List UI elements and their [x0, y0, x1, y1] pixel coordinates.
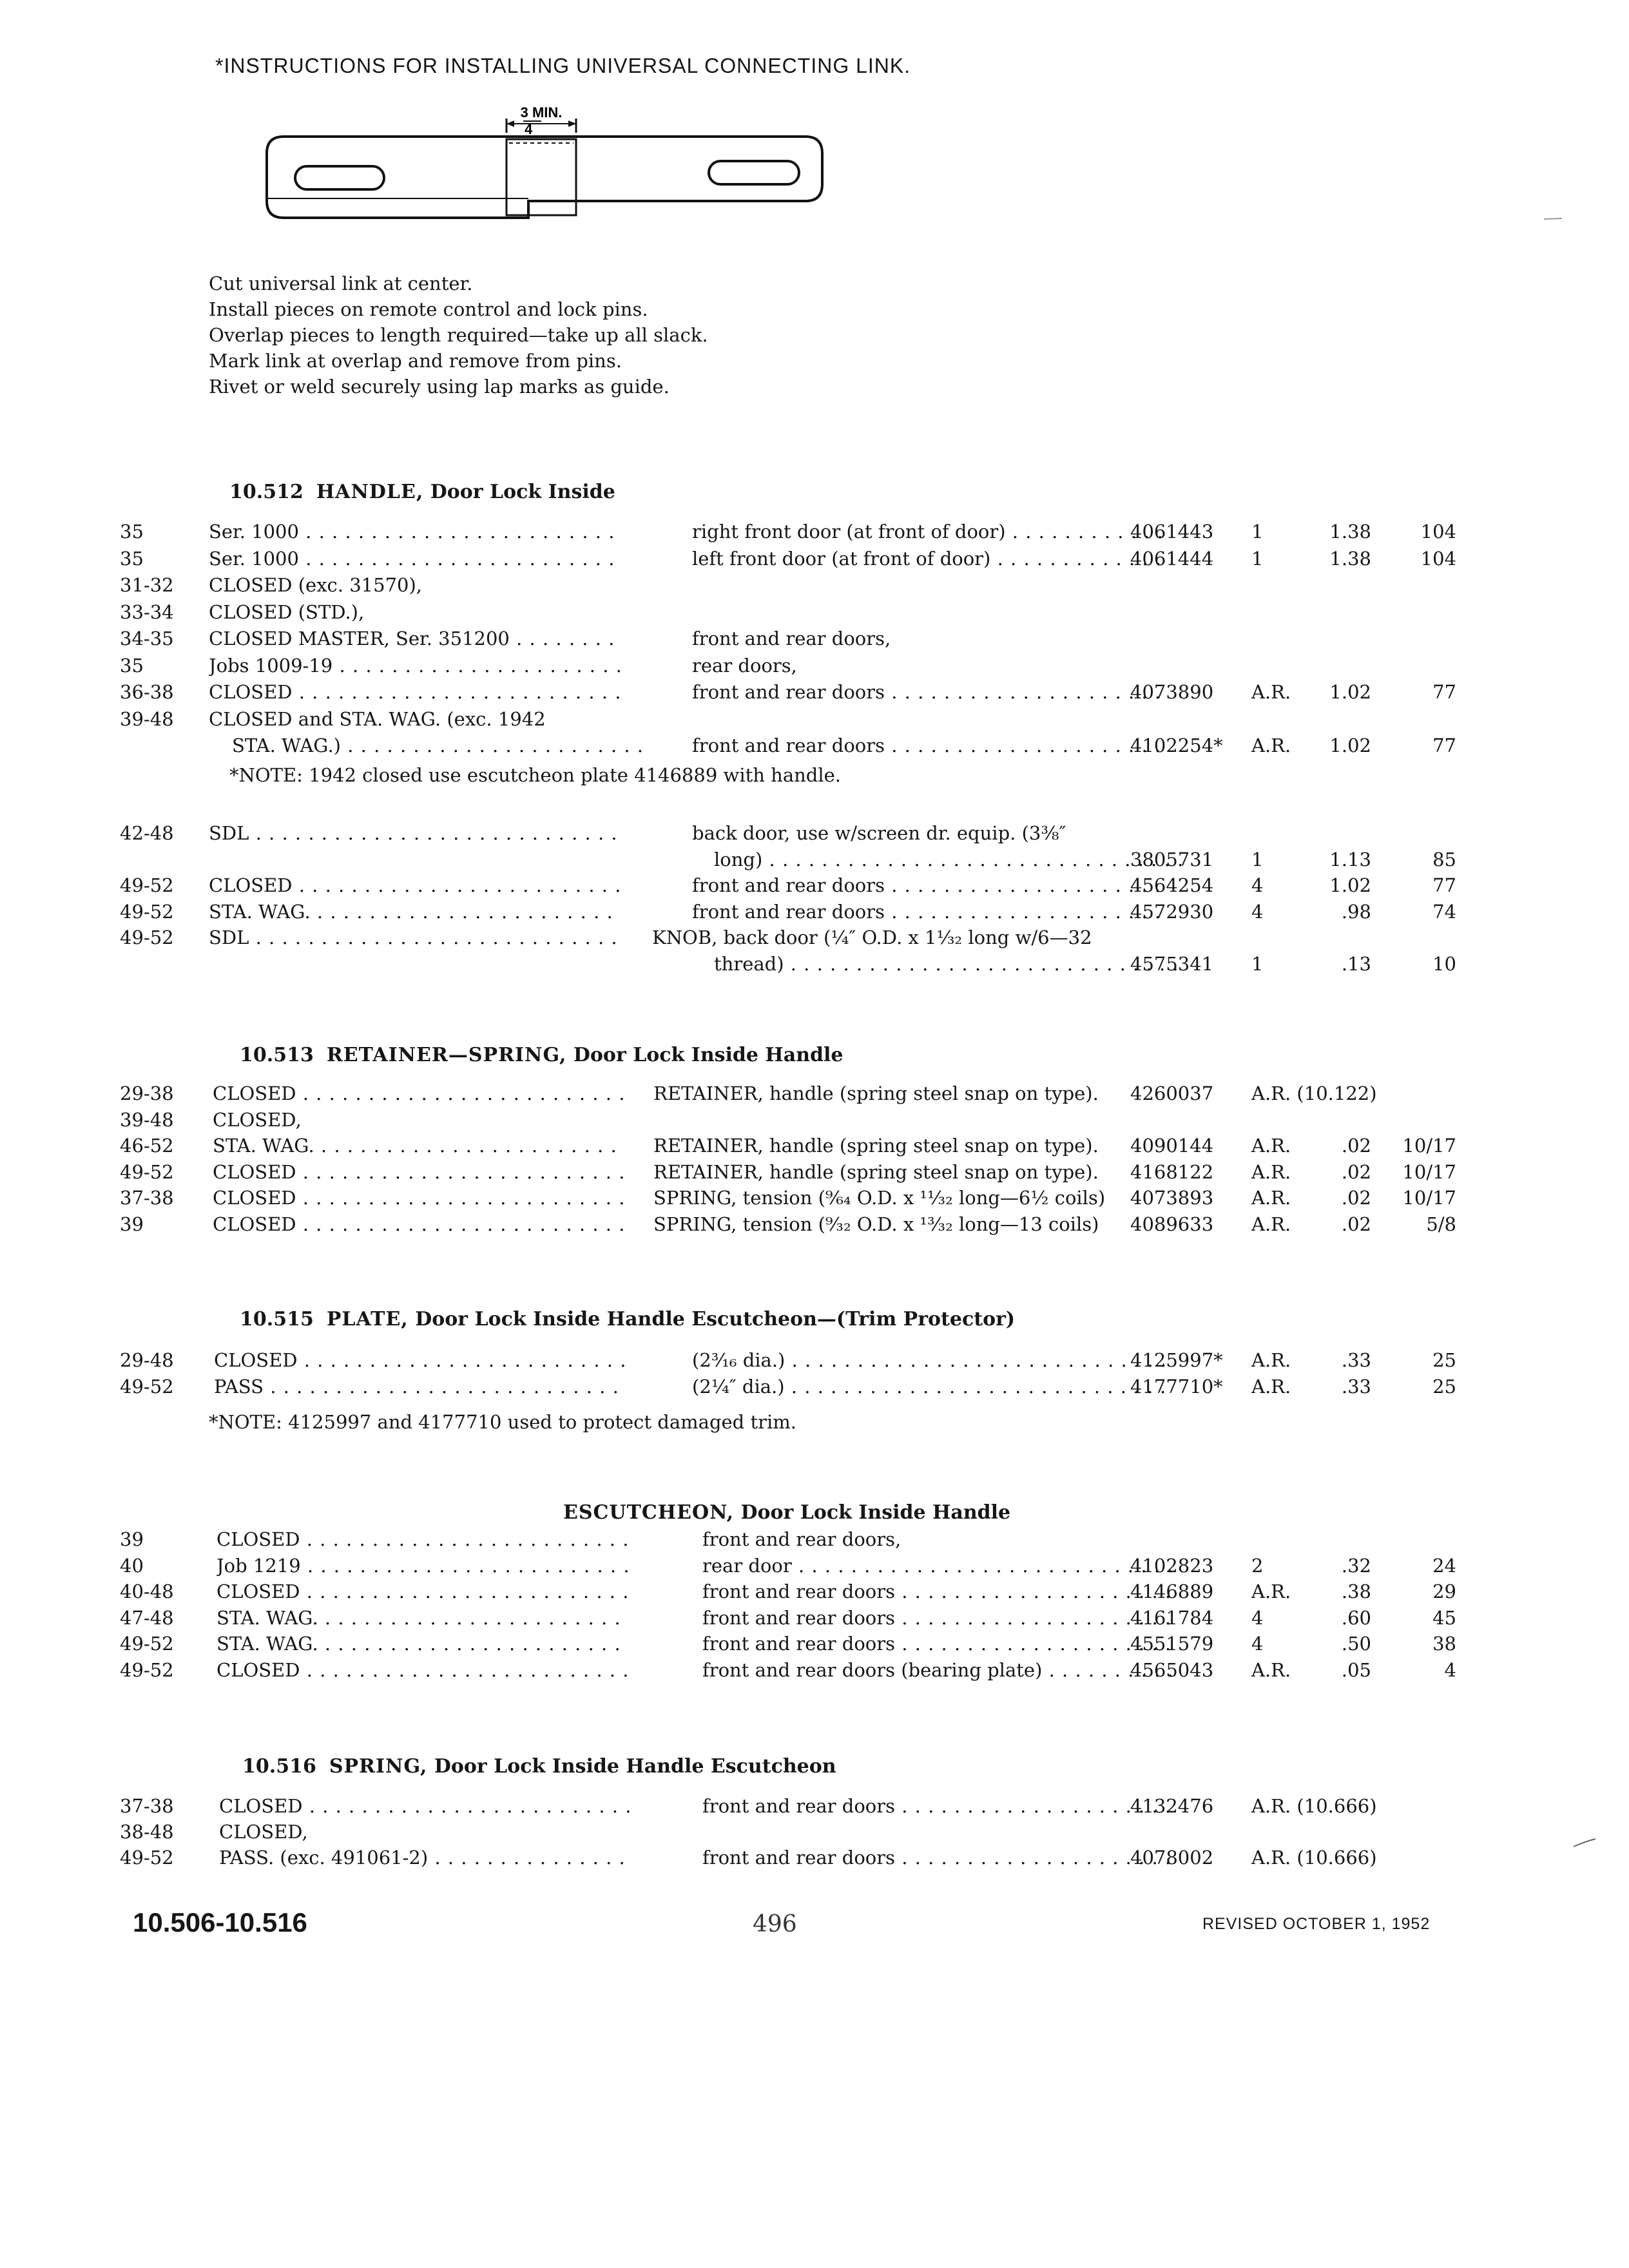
- part-description: KNOB, back door (¼″ O.D. x 1¹⁄₃₂ long w/6—32: [652, 927, 1092, 948]
- quantity: 1: [1251, 952, 1264, 975]
- body-model: CLOSED (STD.),: [209, 601, 365, 623]
- table-row: [0, 548, 1629, 573]
- model-year: 47-48: [120, 1606, 174, 1629]
- list-price: 1.13: [1329, 848, 1371, 870]
- model-year: 35: [120, 547, 144, 570]
- section-note: *NOTE: 1942 closed use escutcheon plate 4146889 with handle.: [229, 764, 842, 786]
- quantity: A.R.: [1251, 735, 1291, 756]
- table-row: [0, 655, 1629, 680]
- part-number: 4146889: [1130, 1581, 1214, 1602]
- scan-mark: [1572, 1838, 1598, 1848]
- dimension-label-top: 3 MIN.: [520, 104, 563, 120]
- body-model: CLOSED (exc. 31570),: [209, 574, 423, 596]
- table-row: [0, 1555, 1629, 1581]
- model-year: 40: [120, 1554, 144, 1577]
- table-row: [0, 708, 1629, 734]
- weight: 25: [1432, 1376, 1456, 1398]
- part-description: front and rear doors . . .: [702, 1581, 1176, 1602]
- section-subtitle: Door Lock Inside Handle: [740, 1501, 1011, 1524]
- model-year: 39-48: [120, 1108, 174, 1131]
- instruction-steps: [209, 271, 708, 399]
- weight: 45: [1432, 1606, 1456, 1629]
- part-number: 4575341: [1130, 952, 1214, 975]
- list-price: .33: [1341, 1376, 1371, 1398]
- quantity: A.R.: [1251, 1213, 1291, 1235]
- table-row: [0, 601, 1629, 627]
- part-number: 4551579: [1130, 1633, 1214, 1655]
- section-subtitle: Door Lock Inside Handle Escutcheon—(Trim Protector): [415, 1308, 1016, 1331]
- quantity: 4: [1251, 900, 1264, 923]
- section-subtitle: Door Lock Inside Handle: [573, 1044, 843, 1066]
- table-row: [0, 1135, 1629, 1160]
- section-name: ESCUTCHEON,: [563, 1501, 735, 1524]
- table-row: [0, 1795, 1629, 1821]
- weight: 77: [1432, 874, 1456, 896]
- list-price: .02: [1341, 1213, 1371, 1235]
- instruction-step: Cut universal link at center.: [209, 273, 473, 294]
- model-year: 34-35: [120, 628, 174, 649]
- footer-page-number: 496: [753, 1911, 797, 1937]
- body-model: CLOSED . . .: [217, 1659, 629, 1681]
- body-model: Job 1219 . . .: [217, 1555, 629, 1577]
- body-model: STA. WAG. . . .: [213, 1135, 625, 1157]
- part-number: 4161784: [1130, 1606, 1214, 1629]
- part-description: front and rear doors . . .: [702, 1607, 1176, 1629]
- table-row: [0, 1376, 1629, 1401]
- weight: 10: [1432, 952, 1456, 975]
- part-number: 4061443: [1130, 521, 1214, 543]
- table-row: [0, 1847, 1629, 1872]
- section-name: SPRING,: [329, 1755, 428, 1778]
- model-year: 49-52: [120, 927, 174, 948]
- part-number: 4089633: [1130, 1213, 1214, 1235]
- table-row: [0, 1161, 1629, 1187]
- weight: 24: [1432, 1554, 1456, 1577]
- body-model: CLOSED . . .: [214, 1349, 626, 1371]
- quantity: A.R.: [1251, 1376, 1291, 1398]
- list-price: .13: [1341, 952, 1371, 975]
- model-year: 49-52: [120, 1847, 174, 1869]
- part-description: back door, use w/screen dr. equip. (3⅜″: [692, 822, 1066, 844]
- table-row: [0, 1659, 1629, 1685]
- table-row: [0, 574, 1629, 600]
- weight: 29: [1432, 1581, 1456, 1602]
- table-row: [0, 1187, 1629, 1213]
- part-description: front and rear doors . . .: [702, 1795, 1176, 1817]
- weight: 4: [1444, 1658, 1456, 1681]
- model-year: 42-48: [120, 822, 174, 844]
- part-number: 4565043: [1130, 1658, 1214, 1681]
- section-number: 10.512: [229, 481, 304, 503]
- section-heading: [240, 1044, 843, 1066]
- part-number: 4177710*: [1130, 1376, 1223, 1398]
- instructions-title: *INSTRUCTIONS FOR INSTALLING UNIVERSAL CONNECTING LINK.: [215, 54, 911, 77]
- part-description: (2¼″ dia.) . . .: [692, 1376, 1166, 1398]
- weight: 10/17: [1402, 1135, 1456, 1157]
- weight: 85: [1432, 848, 1456, 870]
- quantity: 1: [1251, 521, 1264, 543]
- scan-mark: [1544, 216, 1563, 222]
- model-year: 49-52: [120, 1376, 174, 1398]
- part-description: front and rear doors,: [702, 1528, 901, 1550]
- weight: 104: [1420, 547, 1456, 570]
- quantity: A.R.: [1251, 1160, 1291, 1183]
- part-number: 4132476: [1130, 1795, 1214, 1817]
- part-description: thread) . . .: [714, 953, 1188, 975]
- body-model: Ser. 1000 . . .: [209, 548, 621, 570]
- model-year: 35: [120, 654, 144, 677]
- table-row: [0, 681, 1629, 707]
- model-year: 49-52: [120, 900, 174, 923]
- section-heading: [563, 1501, 1010, 1524]
- part-number: 4078002: [1130, 1847, 1214, 1869]
- body-model: CLOSED,: [219, 1821, 308, 1843]
- part-description: front and rear doors,: [692, 628, 891, 649]
- part-number: 4073893: [1130, 1187, 1214, 1209]
- instruction-step: Mark link at overlap and remove from pins.: [209, 350, 622, 372]
- part-description: front and rear doors . . .: [692, 681, 1166, 703]
- part-description: front and rear doors . . .: [702, 1633, 1176, 1655]
- list-price: .50: [1341, 1633, 1371, 1655]
- table-row: [0, 1633, 1629, 1658]
- part-description: (2³⁄₁₆ dia.) . . .: [692, 1349, 1166, 1371]
- part-description: RETAINER, handle (spring steel snap on type).: [653, 1082, 1099, 1104]
- footer-revised-date: REVISED OCTOBER 1, 1952: [1202, 1915, 1431, 1933]
- quantity: A.R.: [1251, 681, 1291, 703]
- section-heading: [242, 1755, 836, 1778]
- model-year: 35: [120, 521, 144, 543]
- body-model: CLOSED . . .: [213, 1213, 625, 1235]
- list-price: 1.02: [1329, 735, 1371, 756]
- weight: 104: [1420, 521, 1456, 543]
- dimension-label-bottom: 4: [525, 121, 533, 137]
- model-year: 38-48: [120, 1821, 174, 1843]
- model-year: 39: [120, 1213, 144, 1235]
- quantity: 1: [1251, 547, 1264, 570]
- section-heading: [229, 481, 615, 503]
- model-year: 31-32: [120, 574, 174, 596]
- list-price: 1.02: [1329, 874, 1371, 896]
- table-row: [0, 1528, 1629, 1554]
- body-model: Jobs 1009-19 . . .: [209, 655, 621, 677]
- quantity: A.R. (10.122): [1251, 1082, 1377, 1104]
- part-number: 4102823: [1130, 1554, 1214, 1577]
- list-price: .02: [1341, 1187, 1371, 1209]
- list-price: .33: [1341, 1349, 1371, 1371]
- model-year: 49-52: [120, 1658, 174, 1681]
- list-price: .38: [1341, 1581, 1371, 1602]
- body-model: PASS. (exc. 491061-2) . . .: [219, 1847, 631, 1869]
- table-row: [0, 1109, 1629, 1135]
- quantity: A.R.: [1251, 1581, 1291, 1602]
- part-description: front and rear doors . . .: [692, 874, 1166, 896]
- body-model: CLOSED . . .: [213, 1082, 625, 1104]
- model-year: 36-38: [120, 681, 174, 703]
- quantity: A.R.: [1251, 1187, 1291, 1209]
- part-description: RETAINER, handle (spring steel snap on type).: [653, 1160, 1099, 1183]
- weight: 5/8: [1426, 1213, 1456, 1235]
- quantity: A.R.: [1251, 1658, 1291, 1681]
- part-description: SPRING, tension (⁹⁄₆₄ O.D. x ¹¹⁄₃₂ long—6½ coils): [653, 1187, 1106, 1209]
- table-row: [0, 849, 1629, 874]
- instruction-step: Install pieces on remote control and lock pins.: [209, 298, 648, 320]
- quantity: 2: [1251, 1554, 1264, 1577]
- table-row: [0, 1349, 1629, 1375]
- list-price: 1.38: [1329, 547, 1371, 570]
- table-row: [0, 735, 1629, 760]
- section-subtitle: Door Lock Inside Handle Escutcheon: [434, 1755, 836, 1778]
- part-description: front and rear doors . . .: [702, 1847, 1176, 1869]
- quantity: A.R. (10.666): [1251, 1795, 1377, 1817]
- model-year: 29-48: [120, 1349, 174, 1371]
- body-model: CLOSED . . .: [217, 1581, 629, 1602]
- body-model: PASS . . .: [214, 1376, 626, 1398]
- list-price: .60: [1341, 1606, 1371, 1629]
- weight: 74: [1432, 900, 1456, 923]
- part-number: 3805731: [1130, 848, 1214, 870]
- weight: 10/17: [1402, 1160, 1456, 1183]
- part-number: 4102254*: [1130, 735, 1223, 756]
- table-row: [0, 1821, 1629, 1847]
- weight: 38: [1432, 1633, 1456, 1655]
- universal-link-diagram: [258, 102, 838, 231]
- table-row: [0, 822, 1629, 848]
- body-model: CLOSED . . .: [209, 874, 621, 896]
- part-number: 4125997*: [1130, 1349, 1223, 1371]
- part-description: right front door (at front of door) . . .: [692, 521, 1166, 543]
- table-row: [0, 1082, 1629, 1108]
- instruction-step: Overlap pieces to length required—take up all slack.: [209, 324, 708, 346]
- section-name: HANDLE,: [316, 481, 424, 503]
- model-year: 37-38: [120, 1795, 174, 1817]
- list-price: .98: [1341, 900, 1371, 923]
- quantity: A.R.: [1251, 1135, 1291, 1157]
- table-row: [0, 628, 1629, 653]
- body-model: STA. WAG.) . . .: [232, 735, 644, 756]
- body-model: STA. WAG. . . .: [209, 901, 621, 923]
- list-price: .32: [1341, 1554, 1371, 1577]
- weight: 77: [1432, 681, 1456, 703]
- table-row: [0, 953, 1629, 979]
- model-year: 46-52: [120, 1135, 174, 1157]
- section-heading: [240, 1308, 1015, 1331]
- model-year: 49-52: [120, 1160, 174, 1183]
- section-note: *NOTE: 4125997 and 4177710 used to protect damaged trim.: [209, 1411, 796, 1433]
- body-model: CLOSED . . .: [209, 681, 621, 703]
- section-number: 10.516: [242, 1755, 316, 1778]
- quantity: A.R.: [1251, 1349, 1291, 1371]
- body-model: SDL . . .: [209, 927, 621, 948]
- table-row: [0, 1213, 1629, 1239]
- body-model: CLOSED . . .: [219, 1795, 631, 1817]
- part-number: 4572930: [1130, 900, 1214, 923]
- model-year: 39: [120, 1528, 144, 1550]
- weight: 25: [1432, 1349, 1456, 1371]
- section-subtitle: Door Lock Inside: [430, 481, 615, 503]
- weight: 77: [1432, 735, 1456, 756]
- instruction-step: Rivet or weld securely using lap marks as guide.: [209, 376, 670, 398]
- part-number: 4260037: [1130, 1082, 1214, 1104]
- part-number: 4168122: [1130, 1160, 1214, 1183]
- part-number: 4090144: [1130, 1135, 1214, 1157]
- table-row: [0, 927, 1629, 952]
- quantity: 1: [1251, 848, 1264, 870]
- model-year: 49-52: [120, 1633, 174, 1655]
- part-description: long) . . .: [714, 849, 1188, 870]
- part-description: front and rear doors (bearing plate) . . .: [702, 1659, 1176, 1681]
- list-price: .05: [1341, 1658, 1371, 1681]
- section-name: RETAINER—SPRING,: [326, 1044, 567, 1066]
- body-model: STA. WAG. . . .: [217, 1607, 629, 1629]
- body-model: SDL . . .: [209, 822, 621, 844]
- list-price: 1.38: [1329, 521, 1371, 543]
- list-price: .02: [1341, 1160, 1371, 1183]
- list-price: .02: [1341, 1135, 1371, 1157]
- body-model: CLOSED,: [213, 1108, 302, 1131]
- footer-section-range: 10.506-10.516: [133, 1907, 307, 1937]
- weight: 10/17: [1402, 1187, 1456, 1209]
- part-description: rear door . . .: [702, 1555, 1176, 1577]
- model-year: 37-38: [120, 1187, 174, 1209]
- body-model: CLOSED MASTER, Ser. 351200 . . .: [209, 628, 621, 649]
- model-year: 33-34: [120, 601, 174, 623]
- body-model: CLOSED . . .: [213, 1187, 625, 1209]
- model-year: 49-52: [120, 874, 174, 896]
- part-number: 4564254: [1130, 874, 1214, 896]
- section-name: PLATE,: [326, 1308, 409, 1331]
- quantity: A.R. (10.666): [1251, 1847, 1377, 1869]
- table-row: [0, 521, 1629, 546]
- body-model: CLOSED and STA. WAG. (exc. 1942: [209, 707, 546, 730]
- body-model: STA. WAG. . . .: [217, 1633, 629, 1655]
- table-row: [0, 901, 1629, 927]
- section-number: 10.515: [240, 1308, 314, 1331]
- table-row: [0, 1607, 1629, 1633]
- body-model: CLOSED . . .: [213, 1161, 625, 1183]
- model-year: 39-48: [120, 707, 174, 730]
- model-year: 40-48: [120, 1581, 174, 1602]
- part-description: front and rear doors . . .: [692, 901, 1166, 923]
- body-model: CLOSED . . .: [217, 1528, 629, 1550]
- table-row: [0, 1581, 1629, 1606]
- part-description: left front door (at front of door) . . .: [692, 548, 1166, 570]
- quantity: 4: [1251, 874, 1264, 896]
- part-description: RETAINER, handle (spring steel snap on type).: [653, 1135, 1099, 1157]
- quantity: 4: [1251, 1633, 1264, 1655]
- quantity: 4: [1251, 1606, 1264, 1629]
- part-number: 4061444: [1130, 547, 1214, 570]
- list-price: 1.02: [1329, 681, 1371, 703]
- part-description: front and rear doors . . .: [692, 735, 1166, 756]
- body-model: Ser. 1000 . . .: [209, 521, 621, 543]
- model-year: 29-38: [120, 1082, 174, 1104]
- section-number: 10.513: [240, 1044, 314, 1066]
- part-number: 4073890: [1130, 681, 1214, 703]
- table-row: [0, 874, 1629, 900]
- part-description: rear doors,: [692, 654, 797, 677]
- part-description: SPRING, tension (⁹⁄₃₂ O.D. x ¹³⁄₃₂ long—13 coils): [653, 1213, 1099, 1235]
